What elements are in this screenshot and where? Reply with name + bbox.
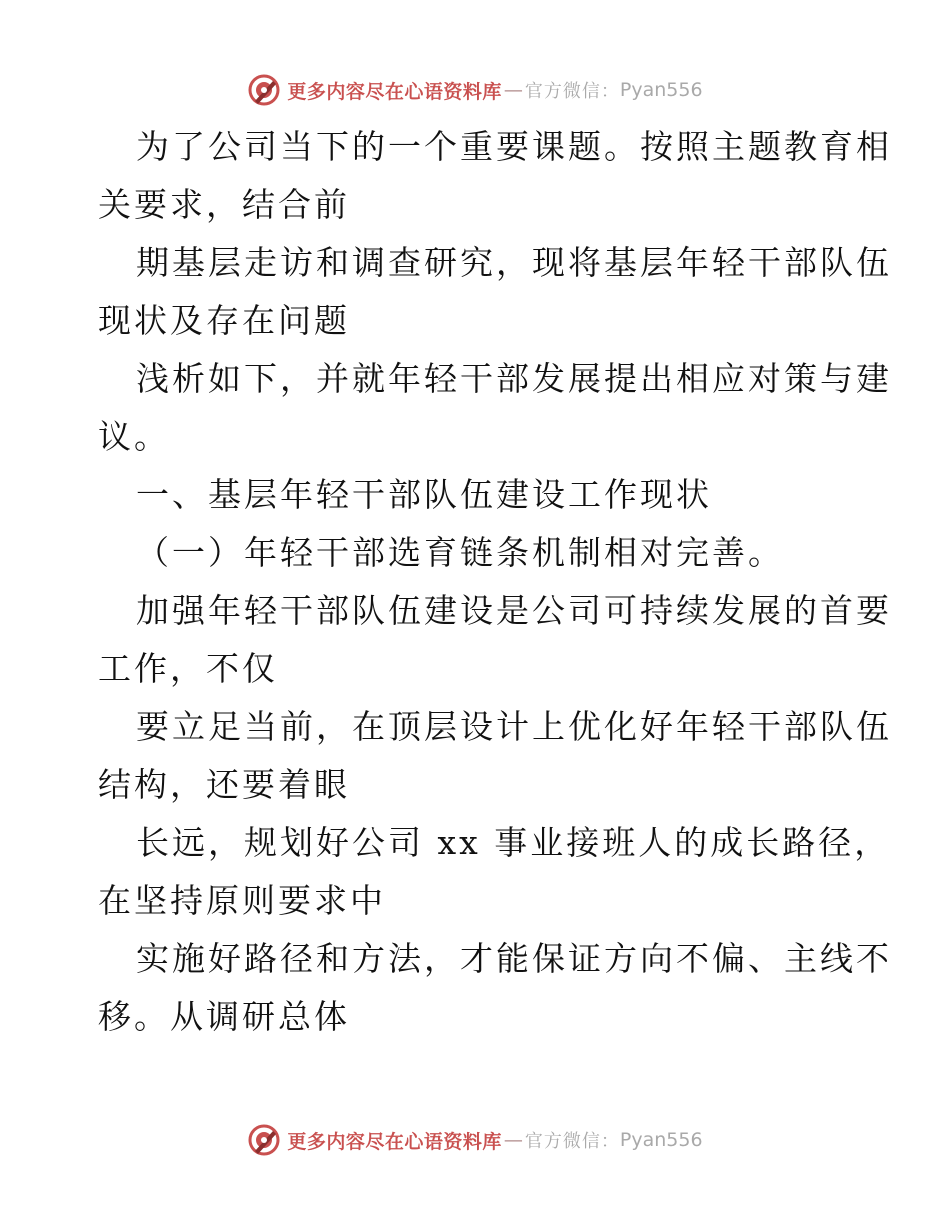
body-line: 在坚持原则要求中 (98, 881, 386, 920)
header-wechat-id: Pyan556 (619, 79, 703, 101)
body-line: 实施好路径和方法，才能保证方向不偏、主线不 (136, 939, 892, 978)
footer-wechat-id: Pyan556 (619, 1129, 703, 1151)
header-dash: — (503, 79, 523, 101)
pen-logo-icon (247, 73, 281, 107)
body-line: 结构，还要着眼 (98, 765, 350, 804)
footer-brand-text: 更多内容尽在心语资料库 (287, 1130, 502, 1153)
footer-dash: — (503, 1129, 523, 1151)
body-line: 要立足当前，在顶层设计上优化好年轻干部队伍 (136, 707, 892, 746)
body-line: 为了公司当下的一个重要课题。按照主题教育相 (136, 127, 892, 166)
body-line: 工作，不仅 (98, 649, 278, 688)
section-heading: 一、基层年轻干部队伍建设工作现状 (136, 475, 712, 514)
footer-wechat-label: 官方微信： (524, 1131, 620, 1152)
header-watermark (0, 70, 950, 110)
header-wechat-label: 官方微信： (524, 81, 620, 102)
body-line: 加强年轻干部队伍建设是公司可持续发展的首要 (136, 591, 892, 630)
body-line: 期基层走访和调查研究，现将基层年轻干部队伍 (136, 243, 892, 282)
pen-logo-icon (247, 1123, 281, 1157)
body-line: 关要求，结合前 (98, 185, 350, 224)
body-line: 移。从调研总体 (98, 997, 350, 1036)
subsection-heading: （一）年轻干部选育链条机制相对完善。 (136, 533, 784, 572)
footer-watermark (0, 1120, 950, 1160)
body-line: 议。 (98, 417, 170, 456)
header-brand-text: 更多内容尽在心语资料库 (287, 80, 502, 103)
body-line: 浅析如下，并就年轻干部发展提出相应对策与建 (136, 359, 892, 398)
document-body (98, 118, 892, 1046)
body-line: 现状及存在问题 (98, 301, 350, 340)
body-line: 长远，规划好公司 xx 事业接班人的成长路径， (136, 823, 891, 862)
